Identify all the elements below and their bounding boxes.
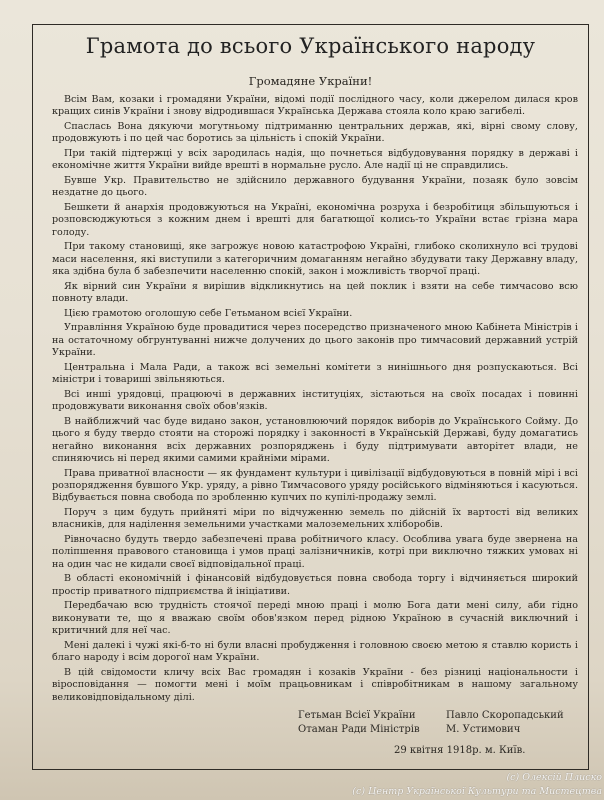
paragraph: Спаслась Вона дякуючи могутньому підтриманню центральних держав, які, вірні свому слову, продовжують і по цей час боротись за цільність і спокій України. xyxy=(52,121,578,145)
paragraph: Всі инші урядовці, працюючі в державних інституціях, зістаються на своїх посадах і повинні продовжувати виконання своїх обов'язків. xyxy=(52,388,578,413)
paragraph: Рівночасно будуть твердо забезпечені права робітничого класу. Особлива увага буде звернена на поліпшення правового становища і умов праці залізничників, котрі при виключно тяжких умовах ні на один час не кидали своєї відповідальної праці. xyxy=(52,534,578,570)
paragraph: Центральна і Мала Ради, а також всі земельні комітети з нинішнього дня розпускаються. Всі міністри і товариші звільняються. xyxy=(52,361,578,386)
paragraph: При такій підтержці у всіх зародилась надія, що почнеться відбудовування порядку в державі і економічне життя України вийде врешті в нормальне русло. Але надії ці не справдились. xyxy=(52,148,578,172)
paragraph: Управління Україною буде провадитися через посередство призначеного мною Кабінета Міністрів і на остаточному обгрунтуванні нижче долучених до цього законів про тимчасовий державний устрій України. xyxy=(52,322,578,359)
signature-name-skoropadsky: Павло Скоропадський xyxy=(446,710,564,721)
paragraph: Поруч з цим будуть прийняті міри по відчуженню земель по дійсній їх вартості від великих власників, для наділення земельними участками малоземельних хліборобів. xyxy=(52,507,578,531)
paragraph: В області економічній і фінансовій відбудовується повна свобода торгу і відчиняється широкий простір приватного підприємства й ініціативи. xyxy=(52,573,578,597)
paragraph: Права приватної власности — як фундамент культури і цивілізації відбудовуються в повній мірі і всі розпорядження бувшого Укр. уряду, а рівно Тимчасового уряду російського відміняються і касуються. Відбувається повна свобода по зробленню купчих по купілі-продажу землі. xyxy=(52,467,578,504)
document-date: 29 квітня 1918р. м. Київ. xyxy=(394,745,526,756)
paragraph: Мені далекі і чужі які-б-то ні були власні пробудження і головною своєю метою я ставлю користь і благо народу і всім дорогої нам України. xyxy=(52,639,578,664)
paragraph: Бувше Укр. Правительство не здійснило державного будування України, позаяк було зовсім нездатне до цього. xyxy=(52,175,578,199)
signature-title-otaman: Отаман Ради Міністрів xyxy=(298,724,420,735)
watermark-author: (c) Олексій Плиско xyxy=(506,772,602,783)
signature-title-hetman: Гетьман Всієї України xyxy=(298,710,416,721)
document-title: Грамота до всього Українського народу xyxy=(85,34,536,58)
paragraph: В цій свідомости кличу всіх Вас громадян і козаків України - без різниці національности і віросповідання — помогти мені і моїм працьовникам і співробітникам в нашому загальному великовідповідальному ділі. xyxy=(52,666,578,703)
paragraph: Передбачаю всю трудність стоячої переді мною праці і молю Бога дати мені силу, аби гідно виконувати те, що я вважаю своїм обов'язком перед рідною Україною в сучасній виключний і критичний для неї час. xyxy=(52,600,578,637)
paragraph: В найближчий час буде видано закон, установлюючий порядок виборів до Українського Сойму. До цього я буду твердо стояти на сторожі порядку і законності в Українській Державі, буду домагатись негайно виконання всіх державних розпоряджень і буду підтримувати авторітет влади, не спиняючись ні перед якими самими крайніми мірами. xyxy=(52,415,578,465)
document-greeting: Громадяне України! xyxy=(248,74,373,88)
paragraph: Як вірний син України я вирішив відкликнутись на цей поклик і взяти на себе тимчасово всю повноту влади. xyxy=(52,280,578,305)
signature-name-ustymovych: М. Устимович xyxy=(446,724,521,735)
watermark-source: (с) Центр Української Культури та Мистецтва xyxy=(352,786,602,797)
paragraph: При такому становищі, яке загрожує новою катастрофою Україні, глибоко сколихнуло всі трудові маси населення, які виступили з категоричним домаганням негайно збудувати таку Державну владу, яка здібна була б забезпечити населенню спокій, закон і можливість творчої праці. xyxy=(52,241,578,278)
paragraph: Всім Вам, козаки і громадяни України, відомі події послідного часу, коли джерелом дилася кров кращих синів України і знову відродившася Українська Держава стояла коло краю загибелі. xyxy=(52,94,578,118)
document-body xyxy=(52,94,578,706)
paragraph: Цією грамотою оголошую себе Гетьманом всієї України. xyxy=(64,307,353,319)
paragraph: Бешкети й анархія продовжуються на Україні, економічна розруха і безробітиця збільшуються і розповсюджуються з кожним днем і врешті для багатющої колись-то України встає грізна мара голоду. xyxy=(52,202,578,238)
